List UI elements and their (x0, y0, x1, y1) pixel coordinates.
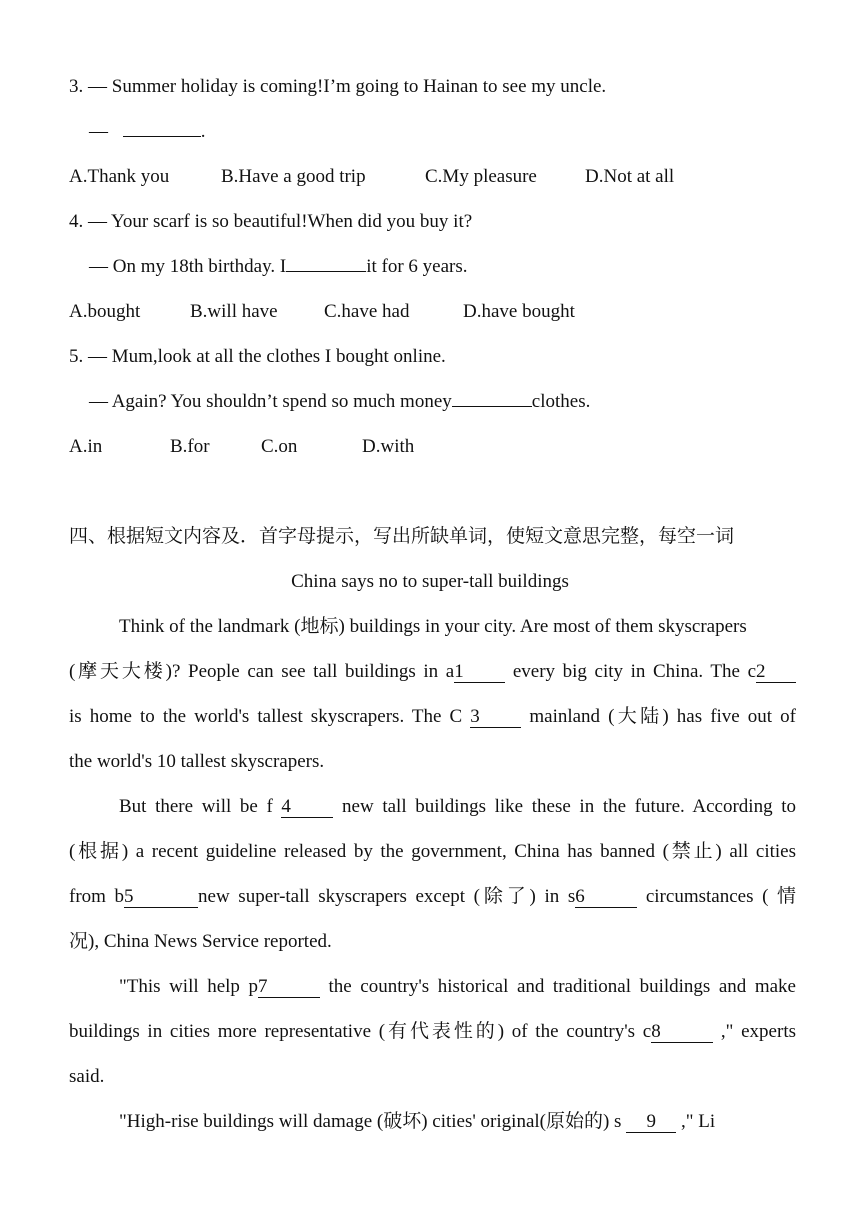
option-c[interactable]: C.on (261, 436, 298, 457)
option-b[interactable]: B.will have (190, 301, 278, 322)
passage-line (119, 975, 796, 999)
passage-line: Think of the landmark (地标) buildings in your city. Are most of them skyscrapers (119, 616, 747, 637)
text-segment: from b (69, 886, 125, 907)
option-d[interactable]: D.have bought (463, 301, 575, 322)
passage-line (119, 795, 796, 819)
question-5-options (69, 435, 414, 459)
text-segment: new tall buildings like these in the future. According to (333, 796, 796, 817)
text-segment: circumstances ( 情 (637, 886, 796, 907)
text-segment: "High-rise buildings will damage (破坏) cities' original(原始的) s (119, 1111, 627, 1132)
passage-line: 况), China News Service reported. (69, 931, 332, 952)
blank-9[interactable]: 9 (626, 1112, 676, 1133)
blank-7[interactable]: 7 (258, 977, 320, 998)
question-4-response (89, 255, 468, 279)
blank-2[interactable]: 2 (756, 662, 796, 683)
text-segment: "This will help p (119, 976, 258, 997)
text-segment: ," Li (676, 1111, 716, 1132)
text-segment: mainland (大陆) has five out of (521, 706, 796, 727)
text-segment: (摩天大楼)? People can see tall buildings in a (69, 661, 455, 682)
blank-8[interactable]: 8 (651, 1022, 713, 1043)
option-b[interactable]: B.Have a good trip (221, 166, 366, 187)
response-suffix: it for 6 years. (366, 256, 468, 277)
option-c[interactable]: C.My pleasure (425, 166, 537, 187)
blank-6[interactable]: 6 (575, 887, 637, 908)
option-d[interactable]: D.Not at all (585, 166, 675, 187)
passage-line (69, 705, 796, 729)
passage-line (69, 1020, 796, 1044)
question-3-text: 3. — Summer holiday is coming!I’m going to Hainan to see my uncle. (69, 76, 607, 97)
passage-title: China says no to super-tall buildings (291, 571, 569, 592)
text-segment: new super-tall skyscrapers except (除了) in s (198, 886, 576, 907)
question-5-text: 5. — Mum,look at all the clothes I bought online. (69, 346, 446, 367)
answer-blank[interactable] (452, 406, 532, 407)
option-a[interactable]: A.in (69, 436, 103, 457)
question-4-options (69, 300, 575, 324)
blank-3[interactable]: 3 (470, 707, 521, 728)
blank-4[interactable]: 4 (281, 797, 333, 818)
response-prefix: — On my 18th birthday. I (89, 256, 287, 277)
text-segment: But there will be f (119, 796, 282, 817)
option-b[interactable]: B.for (170, 436, 210, 457)
question-3-options (69, 165, 674, 189)
text-segment: buildings in cities more representative (有代表性的) of the country's c (69, 1021, 652, 1042)
option-a[interactable]: A.bought (69, 301, 141, 322)
question-3-response (89, 120, 206, 144)
passage-line (119, 1110, 715, 1134)
blank-5[interactable]: 5 (124, 887, 198, 908)
passage-line: said. (69, 1066, 105, 1087)
option-c[interactable]: C.have had (324, 301, 410, 322)
answer-blank[interactable] (286, 271, 366, 272)
response-prefix: — (89, 121, 113, 142)
question-5-response (89, 390, 590, 414)
passage-line: (根据) a recent guideline released by the government, China has banned (禁止) all cities (69, 841, 796, 862)
passage-line (69, 885, 796, 909)
blank-1[interactable]: 1 (454, 662, 505, 683)
answer-blank[interactable] (123, 136, 201, 137)
response-suffix: . (200, 121, 206, 142)
text-segment: is home to the world's tallest skyscrapers. The C (69, 706, 471, 727)
text-segment: the country's historical and traditional buildings and make (319, 976, 796, 997)
text-segment: ," experts (713, 1021, 796, 1042)
text-segment: every big city in China. The c (505, 661, 756, 682)
question-4-text: 4. — Your scarf is so beautiful!When did you buy it? (69, 211, 473, 232)
option-a[interactable]: A.Thank you (69, 166, 170, 187)
response-suffix: clothes. (531, 391, 591, 412)
section-heading: 四、根据短文内容及．首字母提示，写出所缺单词，使短文意思完整，每空一词 (69, 526, 735, 547)
response-prefix: — Again? You shouldn’t spend so much money (89, 391, 452, 412)
passage-line (69, 660, 796, 684)
option-d[interactable]: D.with (362, 436, 415, 457)
passage-line: the world's 10 tallest skyscrapers. (69, 751, 325, 772)
